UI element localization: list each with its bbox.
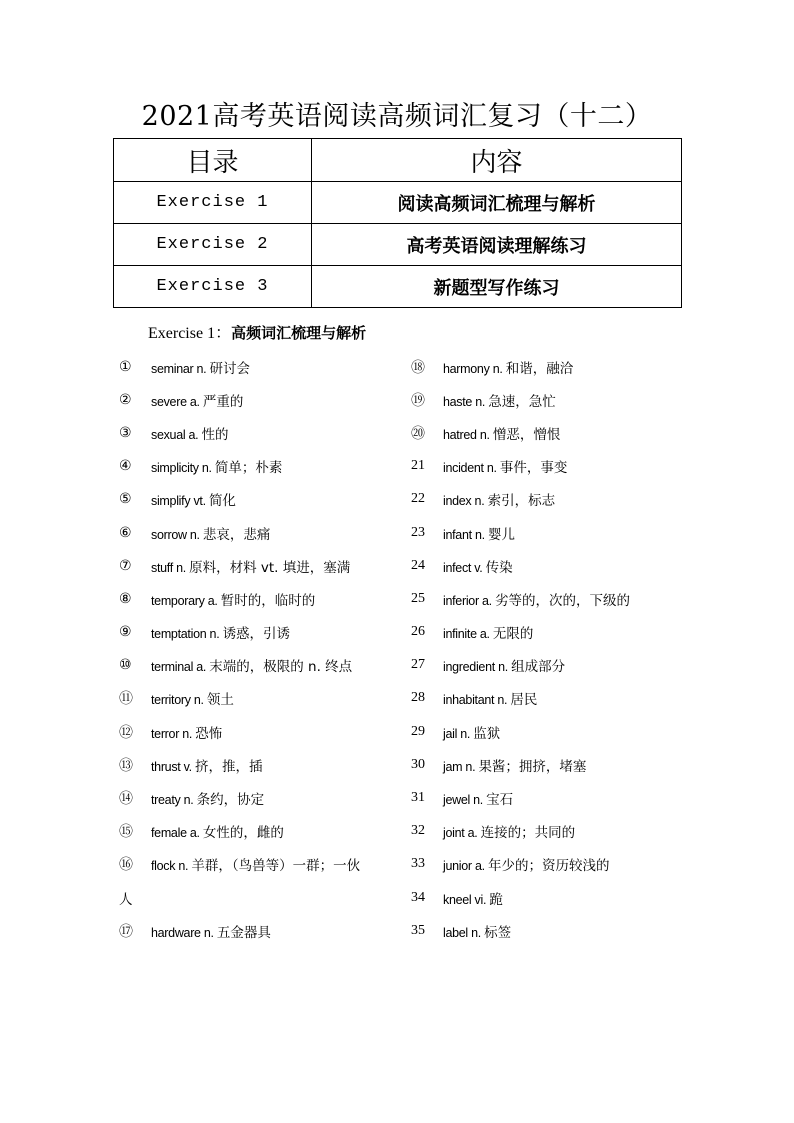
vocab-entry [151, 755, 263, 775]
vocab-meaning: 传染 [485, 559, 513, 576]
vocab-word: temptation n. [151, 627, 220, 642]
vocab-word: seminar n. [151, 361, 207, 376]
vocab-meaning: 诱惑，引诱 [222, 626, 291, 643]
vocab-entry [151, 423, 229, 443]
vocab-meaning: 连接的；共同的 [480, 825, 576, 842]
vocab-word: severe a. [151, 394, 200, 409]
vocab-meaning: 跪 [489, 891, 503, 908]
contents-row [114, 224, 682, 266]
vocab-word: ingredient n. [443, 660, 508, 675]
vocab-meaning: 年少的；资历较浅的 [487, 858, 610, 875]
vocab-meaning: 悲哀，悲痛 [202, 526, 271, 543]
vocab-word: simplify vt. [151, 494, 206, 509]
vocab-meaning: 居民 [510, 692, 538, 709]
vocab-number: 32 [411, 823, 425, 839]
contents-header-row [114, 139, 682, 182]
vocab-word: junior a. [443, 859, 485, 874]
vocab-word: hardware n. [151, 925, 214, 940]
vocab-entry [443, 456, 567, 476]
vocab-number: ① [119, 358, 132, 375]
vocab-entry [443, 888, 503, 908]
vocab-meaning: 五金器具 [216, 924, 271, 941]
vocab-item [119, 450, 419, 483]
vocab-item [411, 748, 711, 781]
vocab-item [411, 516, 711, 549]
vocab-entry [151, 622, 290, 642]
vocab-item [119, 715, 419, 748]
vocab-item [411, 649, 711, 682]
exercise-name: Exercise 1 [114, 182, 312, 224]
vocab-item [411, 483, 711, 516]
vocab-meaning-continuation: 人 [119, 891, 133, 908]
vocab-item [411, 416, 711, 449]
vocab-item [119, 483, 419, 516]
vocab-meaning: 原料，材料 vt. 填进，塞满 [189, 559, 351, 576]
vocab-item [119, 549, 419, 582]
vocab-number: ⑫ [119, 724, 133, 741]
vocab-meaning: 无限的 [492, 626, 534, 643]
vocab-item [411, 715, 711, 748]
vocab-number: ⑬ [119, 757, 133, 774]
vocab-number: ⑲ [411, 392, 425, 409]
vocab-entry [151, 688, 234, 708]
vocab-item [119, 350, 419, 383]
vocab-word: infant n. [443, 527, 485, 542]
vocab-meaning: 恐怖 [195, 725, 223, 742]
vocab-number: ② [119, 391, 132, 408]
vocab-word: terminal a. [151, 660, 207, 675]
vocab-entry [443, 622, 533, 642]
vocab-entry [443, 423, 560, 443]
vocab-item [119, 682, 419, 715]
vocab-entry [443, 854, 609, 874]
vocab-entry [151, 390, 243, 410]
vocab-word: inferior a. [443, 593, 492, 608]
vocab-meaning: 婴儿 [487, 526, 515, 543]
vocab-meaning: 宝石 [486, 792, 514, 809]
vocab-item [119, 516, 419, 549]
vocab-column-left [119, 350, 419, 947]
exercise-description: 阅读高频词汇梳理与解析 [312, 182, 682, 224]
vocab-number: 27 [411, 657, 425, 673]
vocab-word: index n. [443, 494, 485, 509]
vocab-item [411, 450, 711, 483]
section-label: Exercise 1： [148, 325, 232, 342]
vocab-entry [443, 655, 565, 675]
vocab-word: hatred n. [443, 427, 490, 442]
vocab-word: sorrow n. [151, 527, 200, 542]
vocab-word: kneel vi. [443, 892, 487, 907]
header-catalog: 目录 [114, 139, 312, 182]
vocab-meaning: 女性的，雌的 [202, 825, 284, 842]
vocab-item [119, 815, 419, 848]
vocab-meaning: 组成部分 [511, 659, 566, 676]
vocab-number: ⑳ [411, 425, 425, 442]
vocab-item [119, 582, 419, 615]
contents-row [114, 266, 682, 308]
vocab-word: infinite a. [443, 627, 490, 642]
vocab-number: 33 [411, 856, 425, 872]
vocab-item [119, 781, 419, 814]
vocab-item [411, 781, 711, 814]
section-heading [148, 321, 366, 346]
vocab-number: ⑨ [119, 624, 132, 641]
vocab-number: 21 [411, 458, 425, 474]
exercise-description: 新题型写作练习 [312, 266, 682, 308]
vocab-entry [151, 854, 360, 874]
vocab-word: flock n. [151, 859, 189, 874]
vocab-entry [151, 655, 352, 675]
vocab-item [119, 914, 419, 947]
vocab-word: jail n. [443, 726, 471, 741]
vocab-word: temporary a. [151, 593, 218, 608]
vocab-word: joint a. [443, 826, 478, 841]
vocab-number: ⑭ [119, 791, 133, 808]
vocab-item [411, 582, 711, 615]
vocab-number: ③ [119, 424, 132, 441]
vocab-item [411, 881, 711, 914]
vocab-item [119, 383, 419, 416]
vocab-word: haste n. [443, 394, 486, 409]
vocab-number: 22 [411, 491, 425, 507]
vocab-entry [151, 589, 315, 609]
vocab-item [411, 616, 711, 649]
vocab-word: incident n. [443, 461, 497, 476]
vocab-number: ⑮ [119, 824, 133, 841]
vocab-word: infect v. [443, 560, 483, 575]
vocab-entry [443, 523, 515, 543]
vocab-entry [443, 357, 573, 377]
vocab-item [411, 848, 711, 881]
vocab-item [119, 416, 419, 449]
vocab-entry [151, 556, 350, 576]
vocab-entry [443, 390, 556, 410]
vocab-item [119, 848, 419, 881]
vocab-number: 29 [411, 723, 425, 739]
vocab-item [411, 914, 711, 947]
header-content: 内容 [312, 139, 682, 182]
vocab-number: ⑦ [119, 557, 132, 574]
vocab-word: terror n. [151, 726, 193, 741]
vocab-number: 25 [411, 590, 425, 606]
exercise-name: Exercise 2 [114, 224, 312, 266]
vocab-number: ⑱ [411, 359, 425, 376]
vocab-number: ⑥ [119, 524, 132, 541]
vocab-number: 31 [411, 790, 425, 806]
vocab-meaning: 末端的，极限的 n. 终点 [209, 659, 353, 676]
vocab-word: simplicity n. [151, 461, 212, 476]
vocab-item [411, 549, 711, 582]
vocab-entry [151, 456, 282, 476]
vocab-number: ⑯ [119, 857, 133, 874]
exercise-description: 高考英语阅读理解练习 [312, 224, 682, 266]
page-title: 2021高考英语阅读高频词汇复习（十二） [141, 101, 653, 132]
vocab-word: stuff n. [151, 560, 186, 575]
contents-table [113, 138, 682, 308]
vocab-word: female a. [151, 826, 200, 841]
vocab-meaning: 劣等的，次的，下级的 [495, 592, 630, 609]
vocab-meaning: 性的 [201, 426, 229, 443]
vocab-meaning: 果酱；拥挤，堵塞 [478, 758, 587, 775]
vocab-entry [443, 788, 513, 808]
vocab-word: thrust v. [151, 759, 192, 774]
vocab-word: inhabitant n. [443, 693, 508, 708]
vocab-number: ④ [119, 458, 132, 475]
vocab-item [119, 748, 419, 781]
contents-row [114, 182, 682, 224]
vocab-entry [151, 788, 264, 808]
vocab-meaning: 监狱 [473, 725, 501, 742]
vocab-item [411, 682, 711, 715]
vocab-entry [151, 921, 271, 941]
vocab-entry [443, 589, 630, 609]
vocab-meaning: 标签 [484, 924, 512, 941]
vocab-meaning: 羊群，（鸟兽等）一群；一伙 [191, 858, 361, 875]
vocab-meaning: 研讨会 [209, 360, 251, 377]
vocab-number: 23 [411, 524, 425, 540]
vocab-entry [443, 755, 586, 775]
vocab-entry [443, 921, 511, 941]
vocab-word: label n. [443, 925, 481, 940]
vocab-entry [151, 821, 284, 841]
vocab-number: ⑤ [119, 491, 132, 508]
vocab-number: ⑧ [119, 590, 132, 607]
vocab-meaning: 挤，推，插 [195, 758, 263, 775]
vocab-meaning: 事件，事变 [499, 460, 568, 477]
vocab-number: 26 [411, 624, 425, 640]
vocab-meaning: 憎恶，憎恨 [492, 426, 561, 443]
vocab-number: 34 [411, 889, 425, 905]
vocab-entry [443, 821, 575, 841]
vocab-item [119, 616, 419, 649]
section-title: 高频词汇梳理与解析 [231, 324, 367, 342]
vocab-number: 30 [411, 756, 425, 772]
vocab-item [119, 881, 419, 914]
vocab-number: ⑩ [119, 657, 132, 674]
vocab-item [411, 815, 711, 848]
vocab-word: treaty n. [151, 793, 194, 808]
vocab-item [119, 649, 419, 682]
vocab-meaning: 严重的 [202, 393, 244, 410]
vocab-entry [151, 722, 222, 742]
vocab-word: territory n. [151, 693, 204, 708]
vocab-meaning: 领土 [206, 692, 234, 709]
vocab-column-right [411, 350, 711, 947]
vocab-entry [151, 357, 250, 377]
vocab-word: sexual a. [151, 427, 199, 442]
vocab-entry [151, 489, 236, 509]
vocab-number: 24 [411, 557, 425, 573]
vocab-entry [443, 722, 500, 742]
vocab-entry [443, 556, 513, 576]
vocab-meaning: 条约，协定 [196, 792, 265, 809]
vocab-number: 35 [411, 922, 425, 938]
vocab-meaning: 简化 [208, 493, 236, 510]
vocab-entry [443, 688, 537, 708]
vocab-item [411, 350, 711, 383]
exercise-name: Exercise 3 [114, 266, 312, 308]
vocab-number: ⑪ [119, 691, 133, 708]
vocab-word: jam n. [443, 759, 476, 774]
vocab-meaning: 索引，标志 [487, 493, 556, 510]
vocab-number: 28 [411, 690, 425, 706]
vocab-meaning: 急速，急忙 [488, 393, 556, 410]
vocab-number: ⑰ [119, 923, 133, 940]
vocab-word: jewel n. [443, 793, 483, 808]
vocab-meaning: 简单；朴素 [214, 460, 283, 477]
vocab-meaning: 和谐，融洽 [505, 360, 574, 377]
vocab-entry [443, 489, 555, 509]
vocab-meaning: 暂时的，临时的 [220, 592, 316, 609]
vocab-entry [151, 523, 270, 543]
vocab-word: harmony n. [443, 361, 503, 376]
vocab-item [411, 383, 711, 416]
